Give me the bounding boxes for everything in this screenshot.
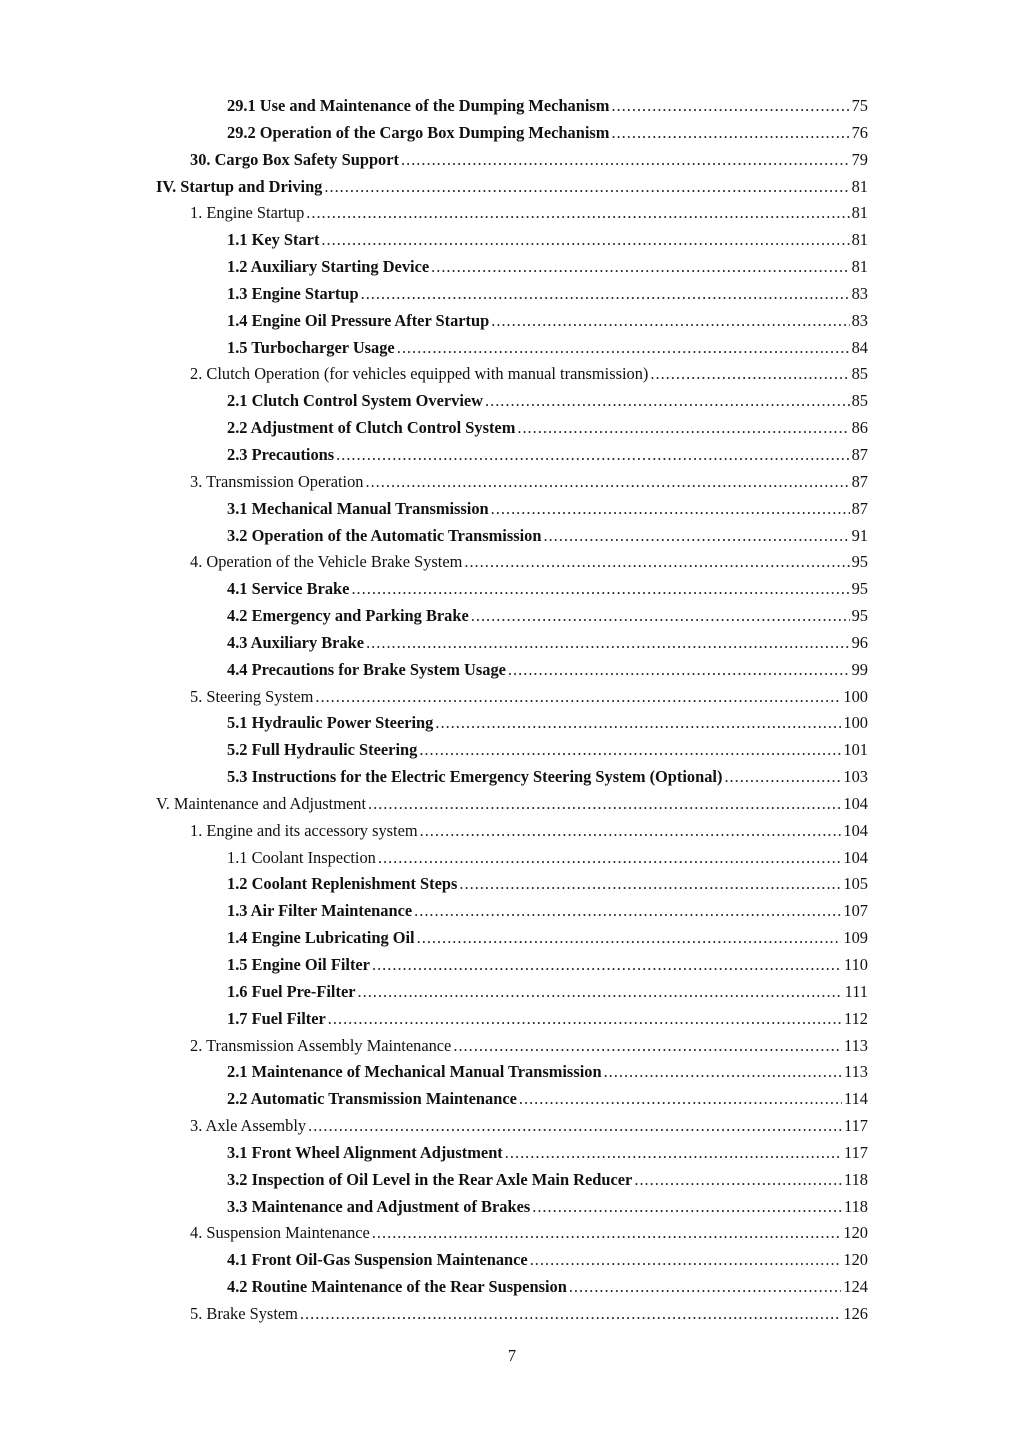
toc-entry-page: 104 (843, 793, 868, 813)
dot-leader (519, 1086, 842, 1113)
toc-entry-label: 1.4 Engine Lubricating Oil (227, 928, 415, 948)
toc-entry[interactable] (190, 147, 868, 174)
dot-leader (366, 630, 850, 657)
dot-leader (414, 898, 841, 925)
dot-leader (397, 335, 850, 362)
toc-entry[interactable] (227, 523, 868, 550)
dot-leader (505, 1140, 842, 1167)
toc-entry-page: 81 (851, 257, 868, 277)
toc-entry-page: 81 (851, 176, 868, 196)
toc-entry[interactable] (190, 1301, 868, 1328)
toc-entry-page: 95 (851, 606, 868, 626)
dot-leader (471, 603, 850, 630)
toc-entry[interactable] (227, 415, 868, 442)
toc-entry[interactable] (156, 174, 868, 201)
toc-entry-label: 3.2 Operation of the Automatic Transmission (227, 525, 542, 545)
dot-leader (419, 737, 841, 764)
toc-entry[interactable] (227, 764, 868, 791)
dot-leader (634, 1167, 842, 1194)
dot-leader (453, 1033, 842, 1060)
toc-entry-page: 113 (844, 1035, 868, 1055)
toc-entry-label: 1.3 Air Filter Maintenance (227, 901, 413, 921)
toc-entry-label: 1.6 Fuel Pre-Filter (227, 981, 356, 1001)
toc-entry[interactable] (227, 898, 868, 925)
toc-entry[interactable] (227, 603, 868, 630)
dot-leader (508, 657, 850, 684)
toc-entry-label: 4.1 Service Brake (227, 579, 350, 599)
toc-entry[interactable] (227, 737, 868, 764)
toc-entry[interactable] (227, 93, 868, 120)
toc-entry[interactable] (227, 952, 868, 979)
toc-entry-page: 101 (843, 740, 868, 760)
toc-entry-label: 2. Transmission Assembly Maintenance (190, 1035, 452, 1055)
dot-leader (532, 1194, 842, 1221)
dot-leader (308, 1113, 842, 1140)
toc-entry-label: 1.5 Turbocharger Usage (227, 337, 395, 357)
toc-entry-page: 87 (851, 444, 868, 464)
toc-entry-page: 95 (851, 552, 868, 572)
toc-entry-label: 3.1 Front Wheel Alignment Adjustment (227, 1142, 503, 1162)
toc-entry-page: 79 (851, 149, 868, 169)
toc-entry-page: 118 (844, 1169, 868, 1189)
toc-entry[interactable] (227, 657, 868, 684)
toc-entry-page: 118 (844, 1196, 868, 1216)
dot-leader (300, 1301, 842, 1328)
dot-leader (464, 549, 849, 576)
toc-entry[interactable] (227, 254, 868, 281)
toc-entry-page: 111 (844, 981, 868, 1001)
toc-entry-label: 4.2 Routine Maintenance of the Rear Suspension (227, 1277, 567, 1297)
toc-entry[interactable] (227, 496, 868, 523)
dot-leader (368, 791, 841, 818)
dot-leader (336, 442, 849, 469)
toc-entry[interactable] (190, 1113, 868, 1140)
toc-entry-page: 124 (843, 1277, 868, 1297)
dot-leader (431, 254, 849, 281)
toc-entry-page: 76 (851, 122, 868, 142)
dot-leader (365, 469, 849, 496)
toc-entry-page: 109 (843, 928, 868, 948)
toc-entry[interactable] (190, 469, 868, 496)
toc-entry[interactable] (227, 1140, 868, 1167)
toc-entry-label: 2. Clutch Operation (for vehicles equipped with manual transmission) (190, 364, 649, 384)
toc-entry-label: 3.2 Inspection of Oil Level in the Rear Axle Main Reducer (227, 1169, 633, 1189)
toc-entry[interactable] (227, 335, 868, 362)
toc-entry-label: 4.2 Emergency and Parking Brake (227, 606, 469, 626)
toc-entry[interactable] (227, 281, 868, 308)
dot-leader (328, 1006, 842, 1033)
toc-entry-label: 4.3 Auxiliary Brake (227, 632, 365, 652)
toc-entry-label: 1.5 Engine Oil Filter (227, 955, 370, 974)
toc-entry[interactable] (227, 1086, 868, 1113)
toc-entry[interactable] (227, 979, 868, 1006)
toc-entry[interactable] (227, 1167, 868, 1194)
toc-entry-label: 2.1 Clutch Control System Overview (227, 391, 483, 411)
toc-entry-page: 81 (851, 203, 868, 223)
toc-entry-label: 4. Operation of the Vehicle Brake System (190, 552, 463, 572)
toc-entry-label: 5. Brake System (190, 1303, 298, 1323)
toc-entry-label: 1.3 Engine Startup (227, 283, 359, 303)
toc-entry[interactable] (227, 120, 868, 147)
toc-entry-label: 1.4 Engine Oil Pressure After Startup (227, 310, 490, 330)
toc-entry-label: IV. Startup and Driving (156, 176, 323, 196)
toc-entry[interactable] (227, 227, 868, 254)
toc-entry[interactable] (227, 871, 868, 898)
toc-entry-label: 3.1 Mechanical Manual Transmission (227, 498, 489, 518)
dot-leader (315, 684, 841, 711)
toc-entry[interactable] (190, 200, 868, 227)
toc-entry-label: 1. Engine and its accessory system (190, 820, 418, 840)
toc-entry[interactable] (156, 791, 868, 818)
toc-entry-page: 75 (851, 96, 868, 115)
toc-entry-page: 87 (851, 498, 868, 518)
toc-entry-page: 113 (844, 1062, 868, 1082)
dot-leader (530, 1247, 842, 1274)
toc-entry-page: 100 (843, 713, 868, 733)
dot-leader (321, 227, 849, 254)
dot-leader (306, 200, 849, 227)
toc-entry-label: 5. Steering System (190, 686, 314, 706)
toc-entry-label: 1.1 Coolant Inspection (227, 847, 376, 867)
dot-leader (459, 871, 841, 898)
toc-entry-label: 2.1 Maintenance of Mechanical Manual Transmission (227, 1062, 602, 1082)
dot-leader (569, 1274, 842, 1301)
toc-entry[interactable] (190, 361, 868, 388)
toc-entry-label: 3. Transmission Operation (190, 471, 364, 491)
dot-leader (517, 415, 849, 442)
toc-entry[interactable] (227, 1194, 868, 1221)
dot-leader (401, 147, 850, 174)
toc-entry[interactable] (227, 1247, 868, 1274)
dot-leader (361, 281, 850, 308)
toc-entry-label: V. Maintenance and Adjustment (156, 793, 367, 813)
dot-leader (378, 845, 842, 872)
dot-leader (351, 576, 849, 603)
toc-entry-page: 85 (851, 391, 868, 411)
toc-entry-page: 110 (844, 955, 868, 974)
dot-leader (611, 93, 849, 120)
toc-entry-page: 103 (843, 767, 868, 787)
toc-entry-page: 104 (843, 820, 868, 840)
toc-entry-page: 86 (851, 418, 868, 438)
toc-entry-page: 83 (851, 310, 868, 330)
toc-entry[interactable] (190, 1220, 868, 1247)
toc-entry-page: 120 (843, 1250, 868, 1270)
toc-entry[interactable] (190, 818, 868, 845)
toc-entry-label: 1.2 Coolant Replenishment Steps (227, 874, 458, 894)
toc-entry[interactable] (227, 1274, 868, 1301)
toc-entry-page: 105 (843, 874, 868, 894)
toc-entry-label: 1. Engine Startup (190, 203, 305, 223)
dot-leader (485, 388, 850, 415)
toc-entry-page: 95 (851, 579, 868, 599)
toc-entry[interactable] (227, 925, 868, 952)
dot-leader (417, 925, 842, 952)
toc-entry[interactable] (227, 308, 868, 335)
toc-entry-label: 4.1 Front Oil-Gas Suspension Maintenance (227, 1250, 528, 1270)
dot-leader (324, 174, 849, 201)
toc-entry-page: 104 (843, 847, 868, 867)
toc-entry-page: 107 (843, 901, 868, 921)
toc-entry-page: 120 (843, 1223, 868, 1243)
toc-entry-label: 4. Suspension Maintenance (190, 1223, 370, 1243)
toc-entry-page: 126 (843, 1303, 868, 1323)
dot-leader (543, 523, 849, 550)
toc-entry[interactable] (227, 1059, 868, 1086)
toc-entry[interactable] (227, 1006, 868, 1033)
toc-entry[interactable] (227, 576, 868, 603)
toc-entry-page: 91 (851, 525, 868, 545)
toc-entry-label: 30. Cargo Box Safety Support (190, 149, 399, 169)
toc-entry[interactable] (227, 388, 868, 415)
toc-entry-label: 5.3 Instructions for the Electric Emergency Steering System (Optional) (227, 767, 723, 787)
toc-entry-page: 83 (851, 283, 868, 303)
toc-entry-label: 4.4 Precautions for Brake System Usage (227, 659, 506, 679)
toc-entry-page: 100 (843, 686, 868, 706)
page-number: 7 (507, 1346, 517, 1365)
toc-entry-label: 29.2 Operation of the Cargo Box Dumping Mechanism (227, 122, 610, 142)
toc-entry[interactable] (190, 1033, 868, 1060)
toc-entry-page: 85 (851, 364, 868, 384)
toc-entry-label: 3.3 Maintenance and Adjustment of Brakes (227, 1196, 531, 1216)
toc-entry[interactable] (227, 630, 868, 657)
dot-leader (491, 496, 850, 523)
dot-leader (611, 120, 849, 147)
toc-entry-label: 1.7 Fuel Filter (227, 1008, 326, 1028)
toc-entry-label: 2.2 Automatic Transmission Maintenance (227, 1089, 517, 1109)
dot-leader (372, 1220, 842, 1247)
dot-leader (420, 818, 842, 845)
toc-entry-page: 112 (844, 1008, 868, 1028)
toc-entry-label: 3. Axle Assembly (190, 1116, 307, 1136)
toc-entry-page: 81 (851, 230, 868, 250)
dot-leader (650, 361, 849, 388)
toc-entry-label: 1.1 Key Start (227, 230, 320, 250)
toc-entry-label: 2.2 Adjustment of Clutch Control System (227, 418, 516, 438)
toc-entry-label: 5.1 Hydraulic Power Steering (227, 713, 434, 733)
toc-entry[interactable] (227, 442, 868, 469)
dot-leader (604, 1059, 842, 1086)
dot-leader (724, 764, 841, 791)
toc-entry-page: 117 (844, 1116, 868, 1136)
toc-entry[interactable] (227, 710, 868, 737)
toc-entry-page: 99 (851, 659, 868, 679)
toc-entry-label: 2.3 Precautions (227, 444, 335, 464)
toc-entry[interactable] (227, 845, 868, 872)
dot-leader (491, 308, 849, 335)
dot-leader (435, 710, 841, 737)
toc-entry-page: 114 (844, 1089, 868, 1109)
toc-entry-page: 96 (851, 632, 868, 652)
dot-leader (358, 979, 843, 1006)
toc-entry-label: 29.1 Use and Maintenance of the Dumping Mechanism (227, 96, 610, 115)
toc-entry-page: 84 (851, 337, 868, 357)
toc-entry-label: 5.2 Full Hydraulic Steering (227, 740, 418, 760)
toc-entry[interactable] (190, 684, 868, 711)
toc-entry-label: 1.2 Auxiliary Starting Device (227, 257, 430, 277)
table-of-contents (0, 93, 1024, 1328)
toc-entry[interactable] (190, 549, 868, 576)
toc-entry-page: 117 (844, 1142, 868, 1162)
toc-entry-page: 87 (851, 471, 868, 491)
dot-leader (372, 952, 842, 979)
